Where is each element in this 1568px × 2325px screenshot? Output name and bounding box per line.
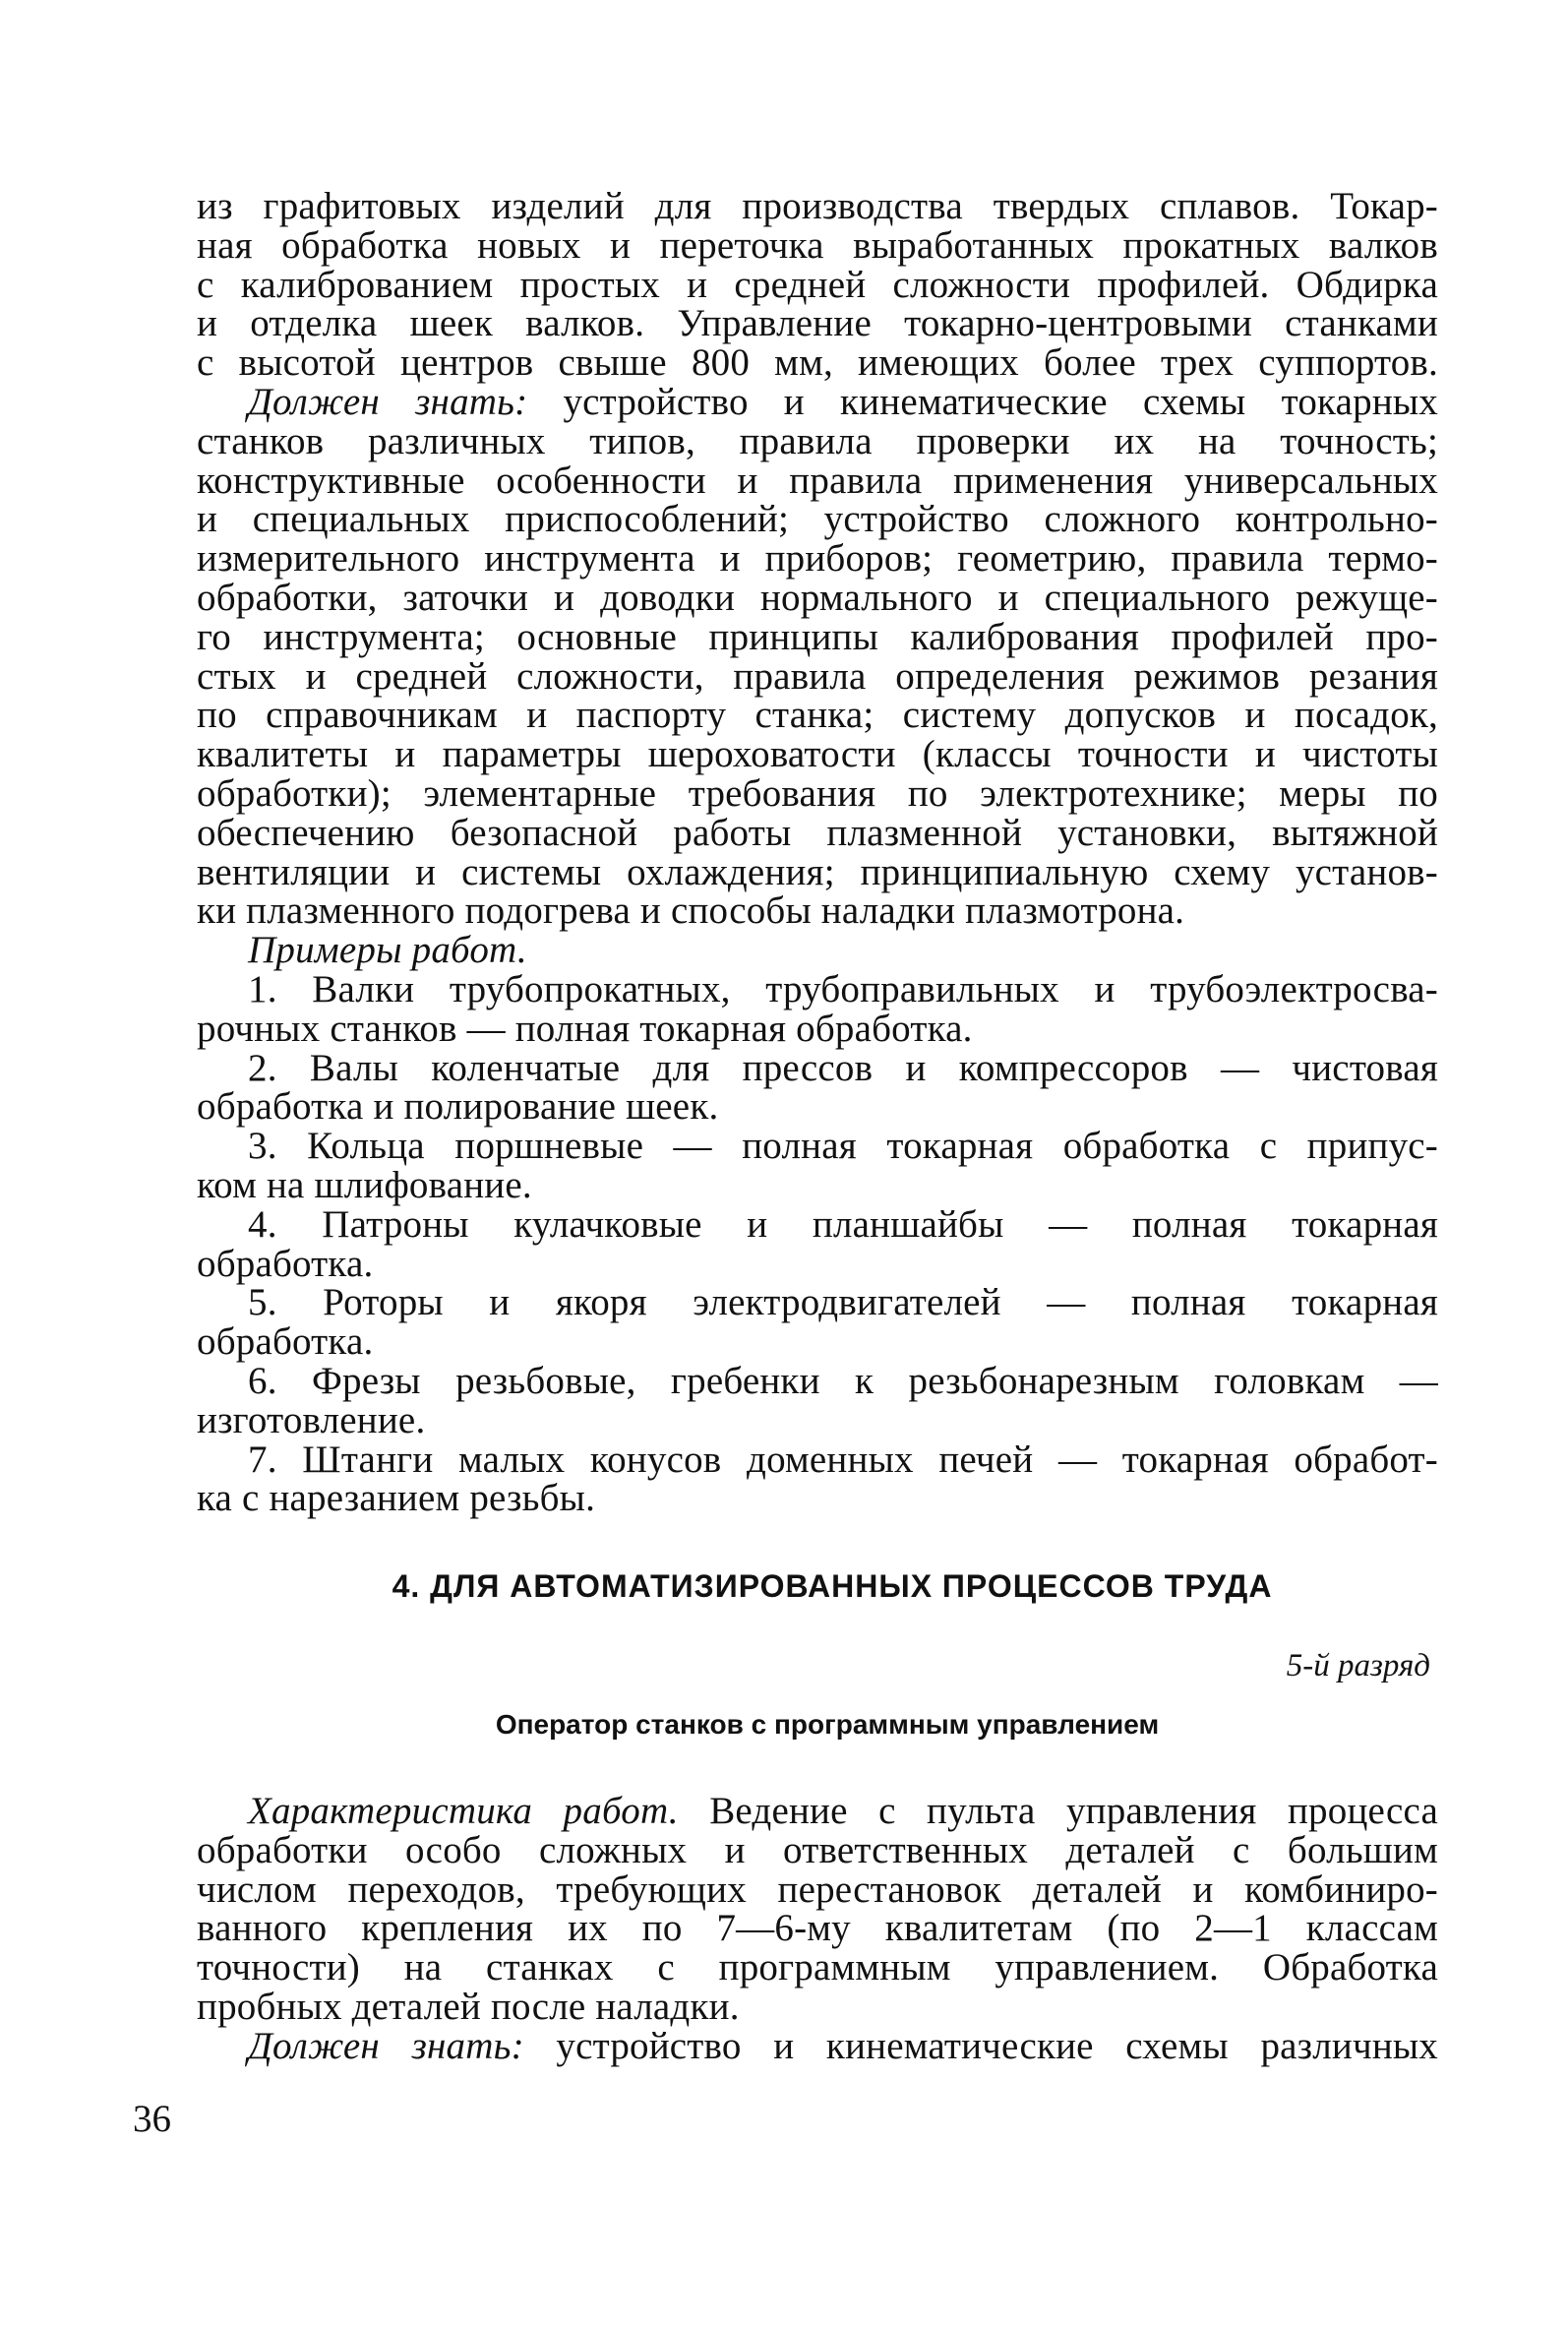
paragraph-must-know-2 (197, 2024, 1438, 2067)
text-line: числом переходов, требующих перестановок деталей и комбиниро- (197, 1867, 1438, 1911)
text-line: ная обработка новых и переточка выработанных прокатных валков (197, 223, 1438, 267)
grade-label: 5-й разряд (1286, 1648, 1430, 1684)
example-item-7: 7. Штанги малых конусов доменных печей — токарная обработ- (248, 1438, 1438, 1481)
text-line: с калиброванием простых и средней сложности профилей. Обдирка (197, 263, 1438, 306)
must-know-label: Должен знать: (248, 2024, 524, 2067)
page-number: 36 (133, 2098, 171, 2140)
paragraph-must-know (197, 380, 1438, 933)
text-line: стых и средней сложности, правила определения режимов резания (197, 654, 1438, 698)
characteristics-label: Характеристика работ. (248, 1790, 679, 1833)
example-item-4: 4. Патроны кулачковые и планшайбы — полная токарная (248, 1202, 1438, 1246)
text-line: го инструмента; основные принципы калибрования профилей про- (197, 615, 1438, 658)
example-item-3-cont: ком на шлифование. (197, 1163, 532, 1206)
example-item-5: 5. Роторы и якоря электродвигателей — полная токарная (248, 1281, 1438, 1324)
paragraph-intro (197, 187, 1438, 383)
text-line: по справочникам и паспорту станка; систему допусков и посадок, (197, 694, 1438, 737)
text-line: обеспечению безопасной работы плазменной установки, вытяжной (197, 811, 1438, 854)
text-line: пробных деталей после наладки. (197, 1986, 740, 2029)
text-line: ки плазменного подогрева и способы наладки плазмотрона. (197, 889, 1185, 933)
job-title: Оператор станков с программным управлением (495, 1709, 1160, 1741)
text-line: точности) на станках с программным управлением. Обработка (197, 1946, 1438, 1989)
text-line: измерительного инструмента и приборов; геометрию, правила термо- (197, 537, 1438, 581)
section-heading: 4. ДЛЯ АВТОМАТИЗИРОВАННЫХ ПРОЦЕССОВ ТРУДА (392, 1568, 1273, 1605)
example-item-1: 1. Валки трубопрокатных, трубоправильных и трубоэлектросва- (248, 967, 1438, 1010)
example-item-5-cont: обработка. (197, 1320, 374, 1364)
example-item-6: 6. Фрезы резьбовые, гребенки к резьбонарезным головкам — (248, 1359, 1438, 1402)
text-line (197, 380, 1438, 423)
must-know-label: Должен знать: (248, 380, 528, 423)
text-line (197, 2024, 1438, 2067)
text-line: обработки); элементарные требования по электротехнике; меры по (197, 771, 1438, 815)
must-know-text: устройство и кинематические схемы токарных (527, 380, 1438, 423)
text-line: квалитеты и параметры шероховатости (классы точности и чистоты (197, 733, 1438, 776)
text-line: вентиляции и системы охлаждения; принципиальную схему установ- (197, 850, 1438, 893)
text-line: из графитовых изделий для производства твердых сплавов. Токар- (197, 185, 1438, 227)
text-line: и специальных приспособлений; устройство сложного контрольно- (197, 498, 1438, 541)
example-item-2: 2. Валы коленчатые для прессов и компрессоров — чистовая (248, 1046, 1438, 1089)
example-item-2-cont: обработка и полирование шеек. (197, 1085, 719, 1129)
text-line: станков различных типов, правила проверки их на точность; (197, 419, 1438, 462)
text-line: ванного крепления их по 7—6-му квалитетам (по 2—1 классам (197, 1907, 1438, 1950)
characteristics-text: Ведение с пульта управления процесса (678, 1790, 1438, 1833)
examples-heading: Примеры работ. (248, 929, 527, 972)
must-know-text: устройство и кинематические схемы различных (523, 2024, 1438, 2067)
text-line: конструктивные особенности и правила применения универсальных (197, 459, 1438, 502)
example-item-4-cont: обработка. (197, 1242, 374, 1285)
examples-block (197, 931, 1438, 1518)
paragraph-characteristics (197, 1792, 1438, 2027)
example-item-3: 3. Кольца поршневые — полная токарная обработка с припус- (248, 1125, 1438, 1168)
text-line: и отделка шеек валков. Управление токарно-центровыми станками (197, 302, 1438, 345)
page-body (197, 187, 1438, 2066)
example-item-1-cont: рочных станков — полная токарная обработка. (197, 1007, 973, 1050)
text-line: обработки, заточки и доводки нормального и специального режуще- (197, 576, 1438, 619)
example-item-6-cont: изготовление. (197, 1398, 426, 1441)
text-line: обработки особо сложных и ответственных деталей с большим (197, 1828, 1438, 1871)
text-line (197, 1792, 1438, 1831)
text-line: с высотой центров свыше 800 мм, имеющих более трех суппортов. (197, 341, 1438, 385)
example-item-7-cont: ка с нарезанием резьбы. (197, 1477, 596, 1520)
